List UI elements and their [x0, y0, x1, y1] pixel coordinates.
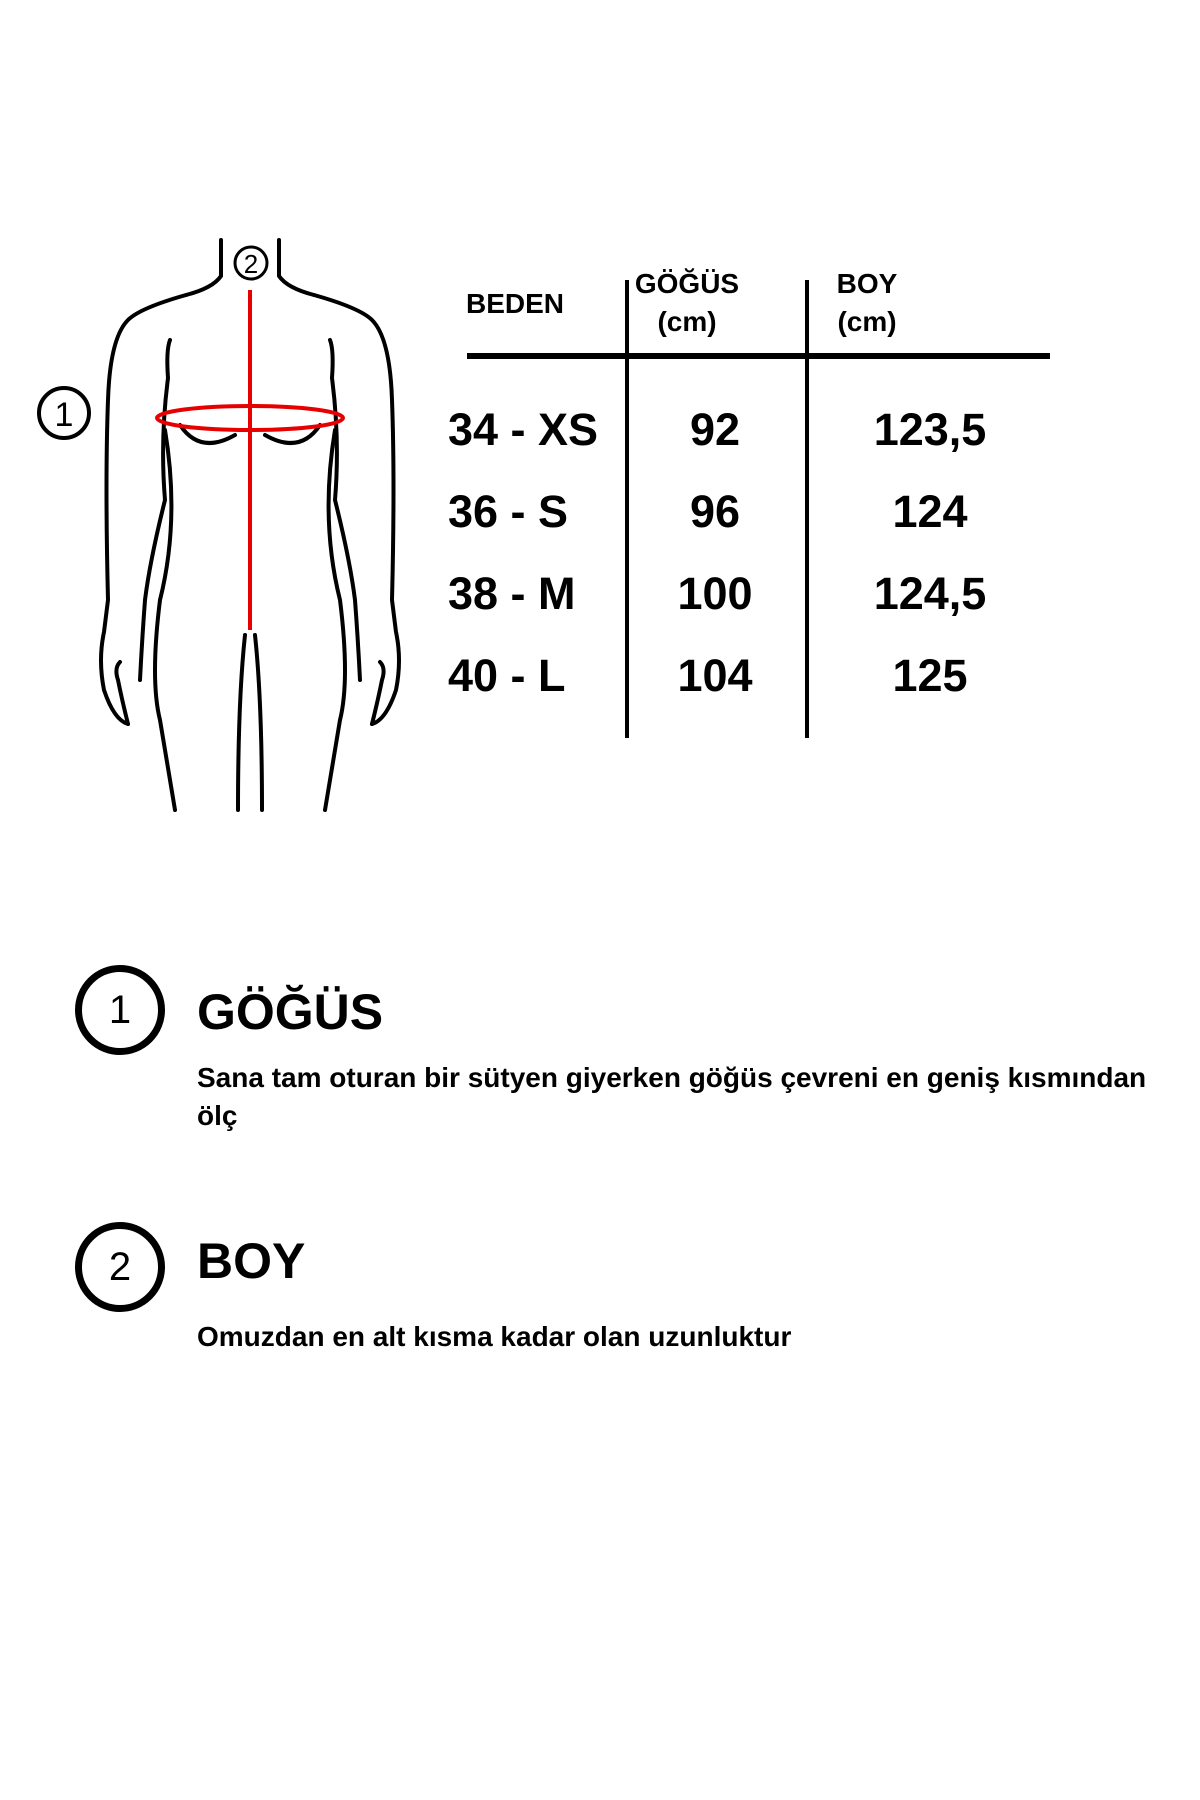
header-divider [467, 353, 1050, 359]
size-cell: 40 - L [448, 650, 566, 701]
legend-description: Sana tam oturan bir sütyen giyerken göğüs çevreni en geniş kısmından ölç [197, 1062, 1147, 1131]
legend-number-badge: 1 [75, 965, 165, 1055]
table-row [430, 390, 1050, 470]
size-table [430, 260, 1060, 740]
marker-1-label: 1 [54, 396, 74, 434]
body-measurement-figure [0, 0, 460, 860]
length-cell: 124 [892, 486, 968, 537]
length-cell: 124,5 [873, 568, 987, 619]
header-length [802, 265, 932, 341]
legend-number-badge: 2 [75, 1222, 165, 1312]
size-cell: 34 - XS [448, 404, 599, 455]
header-length-label: BOY [836, 268, 898, 299]
legend-item-chest [75, 965, 1155, 1145]
chest-cell: 100 [677, 568, 753, 619]
size-cell: 38 - M [448, 568, 576, 619]
header-chest [622, 265, 752, 341]
length-cell: 123,5 [873, 404, 987, 455]
legend-title: BOY [197, 1233, 306, 1289]
marker-2-label: 2 [243, 249, 259, 279]
legend-title: GÖĞÜS [197, 984, 384, 1040]
legend-description: Omuzdan en alt kısma kadar olan uzunluktur [197, 1321, 792, 1352]
chest-cell: 96 [689, 486, 741, 537]
header-length-unit: (cm) [837, 306, 897, 337]
legend-item-length [75, 1222, 1155, 1372]
size-cell: 36 - S [448, 486, 569, 537]
table-row [430, 472, 1050, 552]
table-row [430, 636, 1050, 716]
header-chest-label: GÖĞÜS [634, 268, 740, 299]
header-size: BEDEN [466, 288, 565, 319]
header-chest-unit: (cm) [657, 306, 717, 337]
chest-cell: 104 [677, 650, 753, 701]
table-row [430, 554, 1050, 634]
chest-cell: 92 [689, 404, 741, 455]
length-cell: 125 [892, 650, 968, 701]
